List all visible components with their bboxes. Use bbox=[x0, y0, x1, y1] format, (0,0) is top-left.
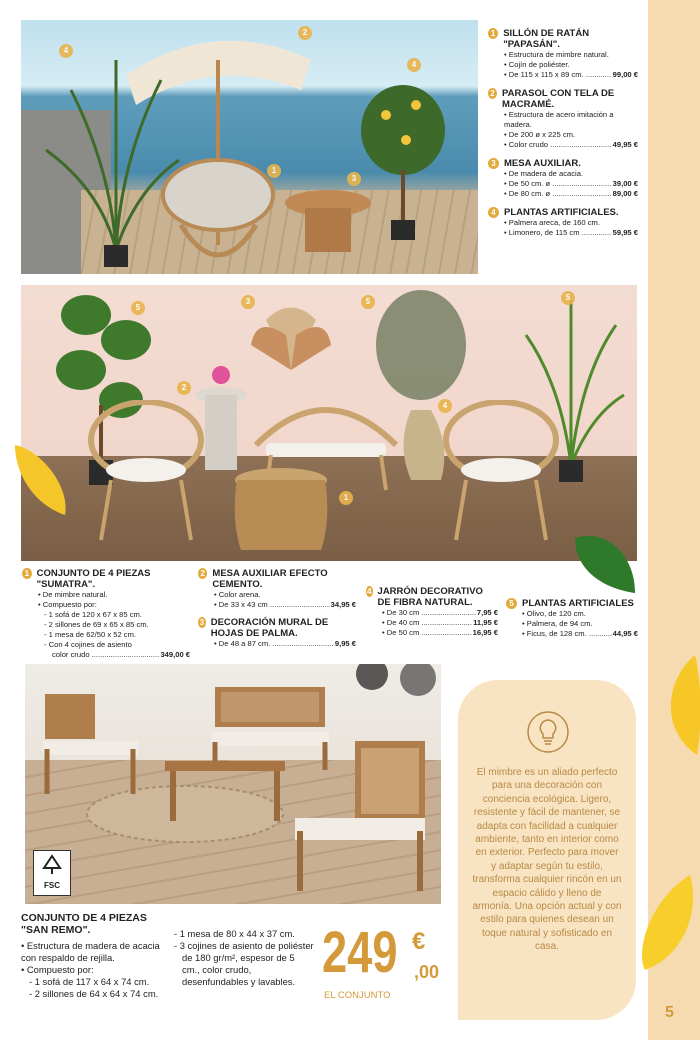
product-detail: - 3 cojines de asiento de poliéster de 180 gr/m², espesor de 5 cm., color crudo, desenfundables y lavables. bbox=[174, 940, 314, 987]
photo-marker: 3 bbox=[347, 172, 361, 186]
product-detail: - 1 mesa de 62/50 x 52 cm. bbox=[44, 630, 137, 639]
acacia-armchair-icon bbox=[35, 689, 145, 799]
product-price: 59,95 € bbox=[612, 228, 638, 237]
middle-photo-sumatra-set bbox=[21, 285, 637, 561]
product-detail: • Limonero, de 115 cm ..... bbox=[504, 228, 612, 238]
product-price: 7,95 € bbox=[476, 608, 498, 617]
product-title: CONJUNTO DE 4 PIEZAS "SUMATRA". bbox=[36, 568, 151, 590]
product-detail: • Cojín de poliéster. bbox=[504, 60, 570, 70]
number-badge: 4 bbox=[488, 207, 499, 218]
product-detail: • De 50 cm ..... bbox=[382, 628, 472, 638]
product-detail: • De 40 cm ..... bbox=[382, 618, 472, 628]
photo-marker: 4 bbox=[59, 44, 73, 58]
product-title: JARRÓN DECORATIVO DE FIBRA NATURAL. bbox=[377, 586, 483, 608]
product-detail: • De 115 x 115 x 89 cm. ..... bbox=[504, 70, 612, 80]
product-plants bbox=[506, 598, 638, 639]
number-badge: 1 bbox=[488, 28, 498, 39]
product-detail: • Color crudo ..... bbox=[504, 140, 612, 150]
lightbulb-icon bbox=[526, 710, 570, 754]
eco-info-box bbox=[458, 680, 636, 1020]
product-price: 49,95 € bbox=[612, 140, 638, 149]
product-detail: • De madera de acacia. bbox=[504, 169, 583, 179]
san-remo-details-col1 bbox=[21, 940, 171, 1000]
product-item-3 bbox=[488, 158, 638, 199]
product-price: 99,00 € bbox=[612, 70, 638, 79]
yellow-leaf-icon bbox=[10, 440, 70, 520]
product-detail: - 1 sofá de 117 x 64 x 74 cm. bbox=[29, 976, 150, 987]
photo-marker: 5 bbox=[361, 295, 375, 309]
product-detail: • De mimbre natural. bbox=[38, 590, 107, 600]
lemon-tree-icon bbox=[356, 75, 451, 245]
product-detail: • Palmera, de 94 cm. bbox=[522, 619, 593, 629]
product-detail: • De 30 cm ..... bbox=[382, 608, 476, 618]
product-detail: • Palmera areca, de 160 cm. bbox=[504, 218, 600, 228]
product-title: PLANTAS ARTIFICIALES. bbox=[504, 207, 619, 218]
photo-marker: 4 bbox=[407, 58, 421, 72]
product-detail: - 2 sillones de 69 x 65 x 85 cm. bbox=[44, 620, 149, 629]
product-detail: • Compuesto por: bbox=[38, 600, 97, 610]
product-item-4 bbox=[488, 207, 638, 238]
product-item-1 bbox=[488, 28, 638, 80]
eco-text: El mimbre es un aliado perfecto para una decoración con conciencia ecológica. Ligero, resistente y fácil de mantener, se adapta con facilidad a cualquier ambiente, tanto en interior como en exterior. Perfecto para mover y adaptar según tu estilo, transforma cualquier rincón en un espacio cálido y lleno de armonía. Una opción actual y con estilo para quienes desean un toque natural y sofisticado en casa. bbox=[472, 767, 622, 953]
page-number: 5 bbox=[665, 1004, 674, 1021]
green-leaf-icon bbox=[570, 528, 640, 598]
product-price: 39,00 € bbox=[612, 179, 638, 188]
photo-marker: 3 bbox=[241, 295, 255, 309]
product-title: PARASOL CON TELA DE MACRAMÉ. bbox=[501, 88, 615, 110]
price-integer: 249 bbox=[322, 920, 398, 985]
number-badge: 1 bbox=[22, 568, 32, 579]
product-detail: - 1 sofá de 120 x 67 x 85 cm. bbox=[44, 610, 142, 619]
product-title: PLANTAS ARTIFICIALES bbox=[522, 598, 634, 609]
palm-plant-icon bbox=[516, 295, 626, 485]
product-title: SILLÓN DE RATÁN "PAPASÁN". bbox=[503, 28, 590, 50]
fsc-logo bbox=[33, 850, 71, 896]
number-badge: 3 bbox=[488, 158, 499, 169]
product-detail: - 1 mesa de 80 x 44 x 37 cm. bbox=[174, 928, 295, 939]
product-detail: • Estructura de mimbre natural. bbox=[504, 50, 609, 60]
palm-leaf-wall-decor-icon bbox=[246, 295, 336, 375]
price-decimals: ,00 bbox=[414, 962, 440, 982]
coffee-table-icon bbox=[165, 756, 285, 826]
tree-check-icon bbox=[41, 854, 63, 876]
yellow-leaf-icon bbox=[655, 650, 700, 760]
product-price: 89,00 € bbox=[612, 189, 638, 198]
rattan-table-icon bbox=[231, 465, 331, 560]
product-palm-mural bbox=[198, 617, 356, 649]
product-item-2 bbox=[488, 88, 638, 150]
photo-marker: 2 bbox=[177, 381, 191, 395]
product-detail: • Olivo, de 120 cm. bbox=[522, 609, 586, 619]
number-badge: 5 bbox=[506, 598, 517, 609]
product-title: DECORACIÓN MURAL DE HOJAS DE PALMA. bbox=[210, 617, 329, 639]
product-price: 34,95 € bbox=[330, 600, 356, 609]
product-vase bbox=[366, 586, 498, 638]
photo-marker: 4 bbox=[438, 399, 452, 413]
product-detail: - Con 4 cojines de asiento bbox=[44, 640, 132, 649]
photo-marker: 1 bbox=[339, 491, 353, 505]
wall-plate-decor-icon bbox=[350, 664, 440, 699]
number-badge: 2 bbox=[488, 88, 497, 99]
product-detail: • De 48 a 87 cm. ..... bbox=[214, 639, 334, 649]
product-detail: • Color arena. bbox=[214, 590, 261, 600]
top-product-list bbox=[488, 28, 638, 238]
number-badge: 2 bbox=[198, 568, 207, 579]
product-detail: • De 200 ø x 225 cm. bbox=[504, 130, 575, 140]
product-detail: • Compuesto por: bbox=[21, 964, 171, 976]
price-currency: € bbox=[412, 928, 426, 955]
product-detail: • Estructura de madera de acacia con respaldo de rejilla. bbox=[21, 940, 171, 964]
product-detail: • De 50 cm. ø ..... bbox=[504, 179, 612, 189]
price-tag bbox=[322, 920, 447, 1004]
photo-marker: 1 bbox=[267, 164, 281, 178]
fsc-label: FSC bbox=[44, 881, 60, 890]
product-sumatra bbox=[22, 568, 190, 660]
product-price: 11,95 € bbox=[473, 618, 498, 627]
product-cement-table bbox=[198, 568, 356, 610]
product-title: CONJUNTO DE 4 PIEZAS "SAN REMO". bbox=[21, 912, 147, 936]
photo-marker: 5 bbox=[561, 291, 575, 305]
number-badge: 4 bbox=[367, 587, 372, 596]
rattan-armchair-icon bbox=[86, 400, 206, 545]
product-price: 44,95 € bbox=[612, 629, 638, 638]
price-caption: EL CONJUNTO bbox=[324, 990, 391, 1001]
top-photo-terrace bbox=[21, 20, 478, 274]
product-detail: • Estructura de acero imitación a madera. bbox=[504, 110, 638, 130]
papasan-chair-icon bbox=[161, 155, 276, 270]
product-detail: color crudo ..... bbox=[52, 650, 159, 660]
product-price: 9,95 € bbox=[334, 639, 356, 648]
photo-marker: 2 bbox=[298, 26, 312, 40]
product-detail: • De 80 cm. ø ..... bbox=[504, 189, 612, 199]
san-remo-details-col2 bbox=[174, 928, 314, 988]
product-detail: - 2 sillones de 64 x 64 x 74 cm. bbox=[29, 988, 159, 999]
bottom-photo-san-remo-set bbox=[25, 664, 441, 904]
product-detail: • Ficus, de 128 cm. ..... bbox=[522, 629, 612, 639]
product-title: MESA AUXILIAR EFECTO CEMENTO. bbox=[212, 568, 328, 590]
palm-plant-icon bbox=[41, 50, 181, 270]
product-price: 349,00 € bbox=[160, 650, 190, 659]
acacia-armchair-icon bbox=[275, 736, 435, 896]
product-price: 16,95 € bbox=[472, 628, 498, 637]
photo-marker: 5 bbox=[131, 301, 145, 315]
product-detail: • De 33 x 43 cm ..... bbox=[214, 600, 330, 610]
yellow-leaf-icon bbox=[630, 870, 700, 980]
number-badge: 3 bbox=[199, 618, 205, 627]
product-title: MESA AUXILIAR. bbox=[504, 158, 581, 169]
